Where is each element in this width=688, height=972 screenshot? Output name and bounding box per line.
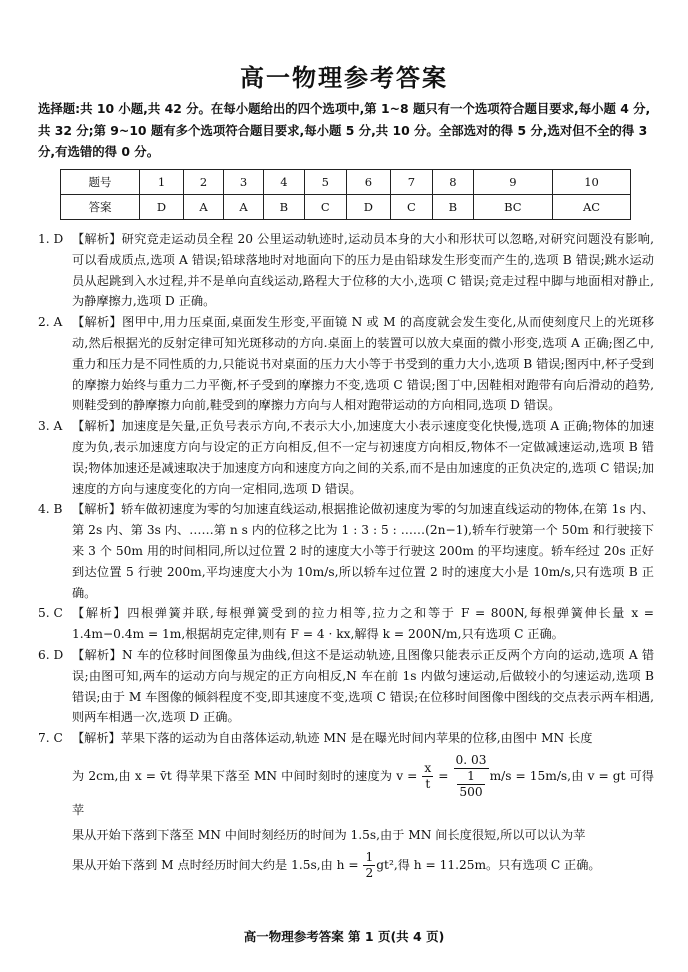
item-number: 3. A [38, 419, 63, 434]
explanations-list [38, 229, 654, 881]
explanation-item [38, 728, 654, 880]
analysis-text: 果从开始下落到下落至 MN 中间时刻经历的时间为 1.5s,由于 MN 间长度很短,所以可以认为苹 [72, 827, 586, 842]
question-number: 6 [346, 170, 390, 195]
answer-cell: C [304, 195, 346, 220]
analysis-text: N 车的位移时间图像虽为曲线,但这不是运动轨迹,且图像只能表示正反两个方向的运动,选项 A 错误;由图可知,两车的运动方向与规定的正方向相反,N 车在前 1s 内做匀速运动,后做较小的匀速运动,选项 B 错误;由于 M 车图像的倾斜程度不变,即其速度不变,选项 C 错误;在位移时间图像中图线的交点表示两车相遇,则两车相遇一次,选项 D 正确。 [72, 647, 655, 725]
item-number: 1. D [38, 232, 64, 246]
fraction-x-over-t: $\frac{x}{t}$ [424, 760, 432, 791]
question-number: 7 [390, 170, 432, 195]
question-number: 9 [473, 170, 552, 195]
item-body: 【解析】苹果下落的运动为自由落体运动,轨迹 MN 是在曝光时间内苹果的位移,由图中 MN 长度 为 2cm,由 x = v̄t 得苹果下落至 MN 中间时刻时的速度为 v = $\frac{x}{t}$ = $\frac{0. 03}{\frac{1}{500}}$ m/s = 15m/s,由 v = gt 可得苹 果从开始下落到下落至 MN 中间时刻经历的时间为 1.5s,由于 MN 间长度很短,所以可以认为苹 果从开始下落到 M 点时经历时间大约是 1.5s,由 h = $\frac{1}{2}$ gt²,得 h = 11.25m。只有选项 C 正确。 [72, 731, 654, 880]
answer-cell: AC [553, 195, 631, 220]
question-number: 10 [553, 170, 631, 195]
fraction-one-half: $\frac{1}{2}$ [365, 849, 374, 880]
item-body [72, 603, 654, 645]
analysis-tag: 【解析】 [72, 731, 121, 746]
item-number: 5. C [38, 606, 63, 621]
analysis-text: 研究竞走运动员全程 20 公里运动轨迹时,运动员本身的大小和形状可以忽略,对研究问题没有影响,可以看成质点,选项 A 错误;铅球落地时对地面向下的压力是由铅球发生形变而产生的,选项 B 错误;跳水运动员从起跳到入水过程,并不是单向直线运动,路程大于位移的大小,选项 C 错误;竞走过程中脚与地面相对静止,为静摩擦力,选项 D 正确。 [72, 232, 654, 309]
answer-cell: BC [473, 195, 552, 220]
analysis-text: 加速度是矢量,正负号表示方向,不表示大小,加速度大小表示速度变化快慢,选项 A 正确;物体的加速度为负,表示加速度方向与设定的正方向相反,但不一定与初速度方向相反,物体不一定做减速运动,选项 B 错误;物体加速还是减速取决于加速度方向和速度方向之间的关系,而不是由加速度的正负决定的,选项 C 错误;加速度的方向与速度变化的方向一定相同,选项 D 错误。 [72, 419, 655, 496]
analysis-tag: 【解析】 [72, 315, 123, 330]
fraction-velocity: $\frac{0. 03}{\frac{1}{500}}$ [455, 752, 487, 799]
item-body [72, 645, 654, 728]
fraction-exposure-time: $\frac{1}{500}$ [459, 768, 483, 799]
question-number: 1 [140, 170, 184, 195]
analysis-text: m/s = 15m/s,由 v = gt 可得苹 [72, 768, 654, 817]
item-body [72, 499, 654, 603]
analysis-tag: 【解析】 [72, 606, 128, 621]
explanation-item [38, 603, 654, 645]
answer-cell: D [140, 195, 184, 220]
analysis-text: 图甲中,用力压桌面,桌面发生形变,平面镜 N 或 M 的高度就会发生变化,从而使刻度尺上的光斑移动,然后根据光的反射定律可知光斑移动的方向.桌面上的装置可以放大桌面的微小形变,选项 A 正确;图乙中,重力和压力是不同性质的力,只能说书对桌面的压力大小等于书受到的重力大小,选项 B 错误;图丙中,杯子受到的摩擦力始终与重力二力平衡,杯子受到的摩擦力不变,选项 C 错误;图丁中,因鞋相对跑带有向后滑动的趋势,则鞋受到的静摩擦力向前,鞋受到的摩擦力方向与人相对跑带运动的方向相同,选项 D 错误。 [72, 315, 655, 413]
answer-cell: A [224, 195, 264, 220]
question-number: 5 [304, 170, 346, 195]
question-number: 2 [184, 170, 224, 195]
question-number: 3 [224, 170, 264, 195]
analysis-tag: 【解析】 [72, 232, 122, 246]
question-number: 8 [433, 170, 474, 195]
item-number: 2. A [38, 315, 63, 330]
answer-row [61, 195, 631, 220]
item-body [72, 312, 654, 416]
analysis-text: 果从开始下落到 M 点时经历时间大约是 1.5s,由 h = [72, 857, 363, 872]
analysis-text: 四根弹簧并联,每根弹簧受到的拉力相等,拉力之和等于 F = 800N,每根弹簧伸长量 x = 1.4m−0.4m = 1m,根据胡克定律,则有 F = 4 · kx,解得 k = 200N/m,只有选项 C 正确。 [72, 606, 654, 642]
analysis-text: 苹果下落的运动为自由落体运动,轨迹 MN 是在曝光时间内苹果的位移,由图中 MN 长度 [120, 731, 593, 746]
explanation-item [38, 645, 654, 728]
answer-table [60, 169, 631, 220]
item-body [72, 229, 654, 312]
question-number-row [61, 170, 631, 195]
item-number: 7. C [38, 731, 63, 746]
question-number: 4 [264, 170, 305, 195]
explanation-item [38, 312, 654, 416]
explanation-item [38, 499, 654, 603]
row-label-answer: 答案 [61, 195, 140, 220]
analysis-tag: 【解析】 [72, 502, 122, 517]
analysis-text: gt²,得 h = 11.25m。只有选项 C 正确。 [376, 857, 601, 872]
item-number: 6. D [38, 647, 64, 662]
answer-cell: B [264, 195, 305, 220]
answer-cell: B [433, 195, 474, 220]
answer-cell: C [390, 195, 432, 220]
explanation-item [38, 416, 654, 499]
analysis-text: 轿车做初速度为零的匀加速直线运动,根据推论做初速度为零的匀加速直线运动的物体,在第 1s 内、第 2s 内、第 3s 内、……第 n s 内的位移之比为 1 : 3 : 5 : ……(2n−1),轿车行驶第一个 50m 和行驶接下来 3 个 50m 用的时间相同,所以过位置 2 时的速度大小等于行驶这 200m 的平均速度。轿车经过 20s 正好到达位置 5 行驶 200m,平均速度大小为 10m/s,所以轿车过位置 2 时的速度大小是 10m/s,只有选项 B 正确。 [72, 502, 654, 600]
page-footer: 高一物理参考答案 第 1 页(共 4 页) [243, 929, 445, 944]
page-title: 高一物理参考答案 [240, 64, 448, 92]
analysis-tag: 【解析】 [72, 647, 123, 662]
row-label-number: 题号 [61, 170, 140, 195]
analysis-text: 为 2cm,由 x = v̄t 得苹果下落至 MN 中间时刻时的速度为 v = [72, 768, 422, 783]
analysis-tag: 【解析】 [72, 419, 122, 434]
explanation-item [38, 229, 654, 312]
item-number: 4. B [38, 502, 63, 517]
section-instructions: 选择题:共 10 小题,共 42 分。在每小题给出的四个选项中,第 1~8 题只有一个选项符合题目要求,每小题 4 分,共 32 分;第 9~10 题有多个选项符合题目要求,每小题 5 分,共 10 分。全部选对的得 5 分,选对但不全的得 3 分,有选错的得 0 分。 [38, 101, 651, 159]
answer-cell: A [184, 195, 224, 220]
item-body [72, 416, 654, 499]
answer-cell: D [346, 195, 390, 220]
